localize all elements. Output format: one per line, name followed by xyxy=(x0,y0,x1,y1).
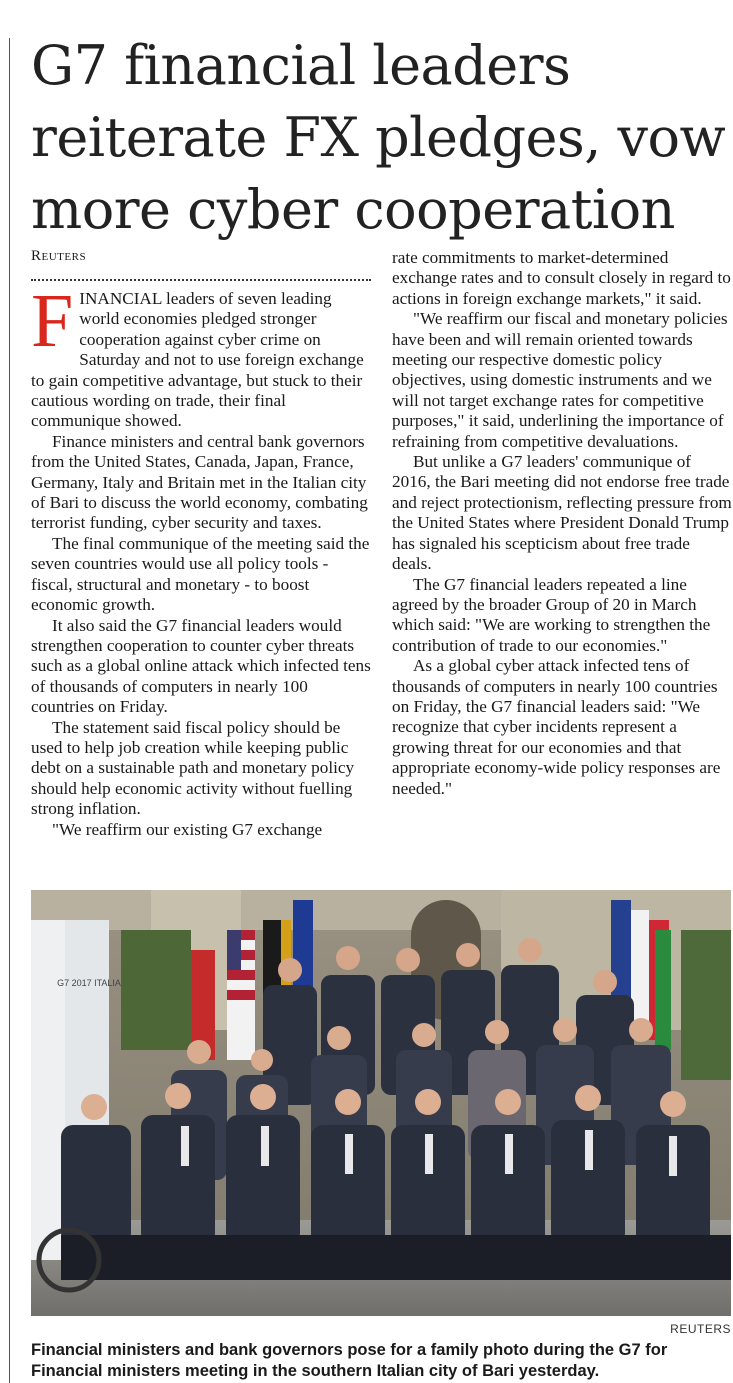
photo-credit: REUTERS xyxy=(670,1322,731,1336)
paragraph: Finance ministers and central bank governors from the United States, Canada, Japan, France, Germany, Italy and Britain met in the Italian city of Bari to discuss the world economy, combating terrorist funding, cyber security and taxes. xyxy=(31,431,368,533)
drop-cap: F xyxy=(31,279,74,363)
headline: G7 financial leaders reiterate FX pledges, vow more cyber cooperation xyxy=(31,34,726,241)
paragraph: But unlike a G7 leaders' communique of 2016, the Bari meeting did not endorse free trade and reject protectionism, reflecting pressure from the United States where President Donald Trump has signaled his scepticism about free trade deals. xyxy=(392,452,732,574)
news-photo xyxy=(31,890,731,1316)
byline: Reuters xyxy=(31,248,87,264)
paragraph: rate commitments to market-determined exchange rates and to consult closely in regard to actions in foreign exchange markets," it said. xyxy=(392,248,731,308)
paragraph: The G7 financial leaders repeated a line agreed by the broader Group of 20 in March which said: "We are working to strengthen the contribution of trade to our economies." xyxy=(392,574,711,655)
byline-dotted-rule xyxy=(31,279,371,281)
paragraph: As a global cyber attack infected tens of thousands of computers in nearly 100 countries on Friday, the G7 financial leaders said: "We recognize that cyber incidents represent a growing threat for our economies and that appropriate economy-wide policy responses are needed." xyxy=(392,656,721,798)
paragraph: The statement said fiscal policy should be used to help job creation while keeping public debt on a sustainable path and monetary policy should help economic activity without fuelling strong inflation. xyxy=(31,717,355,819)
column-rule xyxy=(9,38,10,1383)
photo-caption: Financial ministers and bank governors pose for a family photo during the G7 for Financial ministers meeting in the southern Italian city of Bari yesterday. xyxy=(31,1341,668,1380)
paragraph: "We reaffirm our existing G7 exchange xyxy=(52,819,323,839)
banner-text: G7 2017 ITALIA xyxy=(57,978,121,988)
paragraph: The final communique of the meeting said the seven countries would use all policy tools - fiscal, structural and monetary - to boost economic growth. xyxy=(31,533,370,615)
article-column-2 xyxy=(392,248,732,799)
lead-paragraph xyxy=(31,279,371,432)
lead-text: INANCIAL leaders of seven leading world economies pledged stronger cooperation against cyber crime on Saturday and not to use foreign exchange to gain competitive advantage, but stuck to their cautious wording on trade, their final communique showed. xyxy=(31,289,364,431)
paragraph: "We reaffirm our fiscal and monetary policies have been and will remain oriented towards meeting our respective domestic policy objectives, using domestic instruments and we will not target exchange rates for competitive purposes," it said, underlining the importance of refraining from competitive devaluations. xyxy=(392,309,728,451)
paragraph: It also said the G7 financial leaders would strengthen cooperation to counter cyber threats such as a global online attack which infected tens of thousands of computers in nearly 100 countries on Friday. xyxy=(31,615,371,717)
article-column-1 xyxy=(31,279,371,840)
